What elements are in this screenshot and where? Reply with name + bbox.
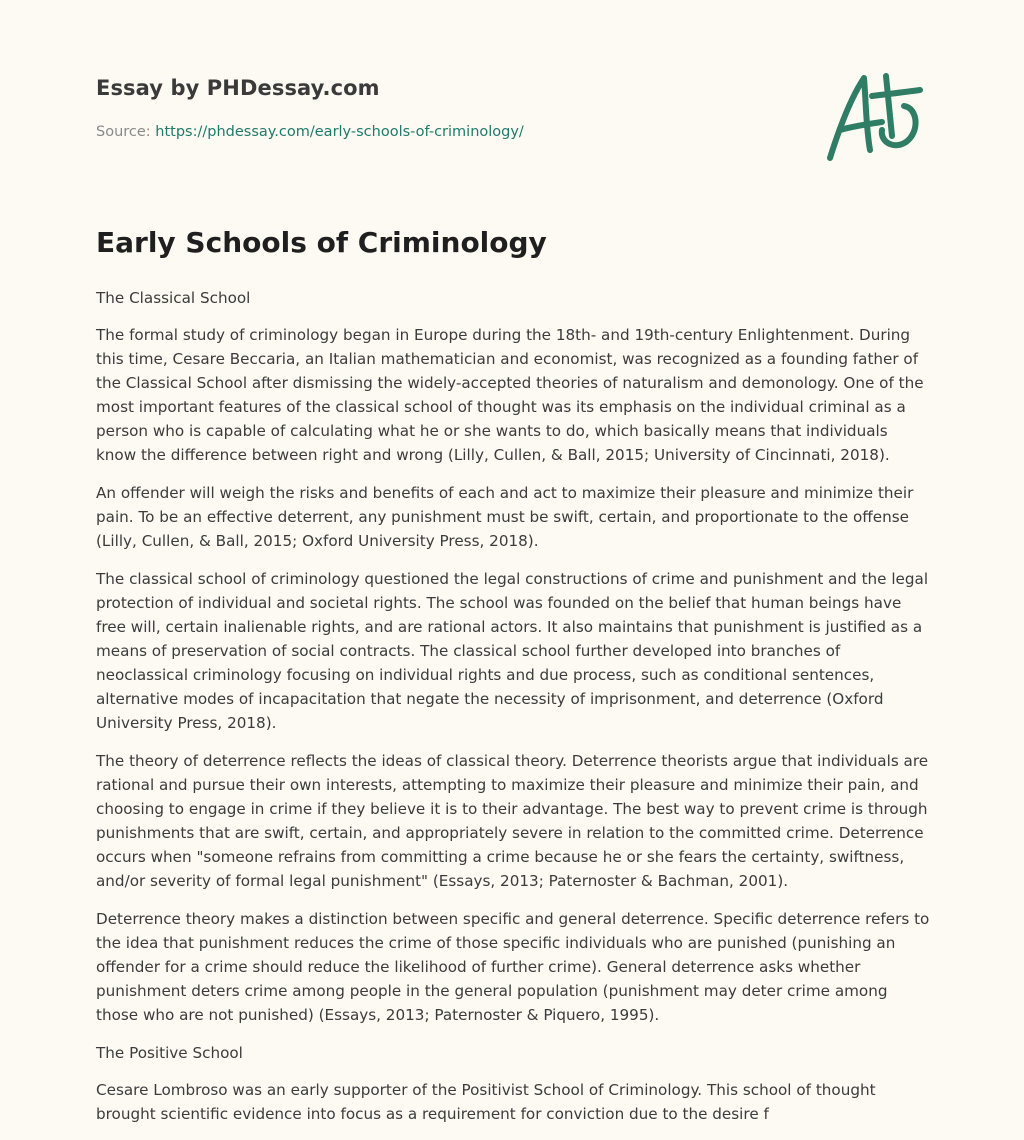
paragraph: Deterrence theory makes a distinction between specific and general deterrence. Specific deterrence refers to the idea that punishment reduces the crime of those specific individuals who are punished (punishing an offender for a crime should reduce the likelihood of further crime). General deterrence asks whether punishment deters crime among people in the general population (punishment may deter crime among those who are not punished) (Essays, 2013; Paternoster & Piquero, 1995). [96, 910, 930, 1024]
paragraph: The classical school of criminology questioned the legal constructions of crime and punishment and the legal protection of individual and societal rights. The school was founded on the belief that human beings have free will, certain inalienable rights, and are rational actors. It also maintains that punishment is justified as a means of preservation of social contracts. The classical school further developed into branches of neoclassical criminology focusing on individual rights and due process, such as conditional sentences, alternative modes of incapacitation that negate the necessity of imprisonment, and deterrence (Oxford University Press, 2018). [96, 570, 929, 732]
section-heading: The Classical School [96, 289, 251, 307]
site-brand: Essay by PHDessay.com [96, 76, 380, 100]
article-body [96, 286, 932, 1140]
a-plus-logo-icon [820, 66, 930, 166]
article-title: Early Schools of Criminology [96, 226, 547, 259]
paragraph: Cesare Lombroso was an early supporter of the Positivist School of Criminology. This school of thought brought scientific evidence into focus as a requirement for conviction due to the desire f [96, 1081, 876, 1123]
source-link[interactable]: https://phdessay.com/early-schools-of-criminology/ [155, 124, 524, 140]
paragraph: The theory of deterrence reflects the ideas of classical theory. Deterrence theorists argue that individuals are rational and pursue their own interests, attempting to maximize their pleasure and minimize their pain, and choosing to engage in crime if they believe it is to their advantage. The best way to prevent crime is through punishments that are swift, certain, and appropriately severe in relation to the committed crime. Deterrence occurs when "someone refrains from committing a crime because he or she fears the certainty, swiftness, and/or severity of formal legal punishment" (Essays, 2013; Paternoster & Bachman, 2001). [96, 752, 929, 890]
section-heading: The Positive School [96, 1044, 243, 1062]
source-line [96, 124, 524, 140]
source-label: Source: [96, 124, 151, 140]
paragraph: An offender will weigh the risks and benefits of each and act to maximize their pleasure and minimize their pain. To be an effective deterrent, any punishment must be swift, certain, and proportionate to the offense (Lilly, Cullen, & Ball, 2015; Oxford University Press, 2018). [96, 484, 914, 550]
paragraph: The formal study of criminology began in Europe during the 18th- and 19th-century Enlightenment. During this time, Cesare Beccaria, an Italian mathematician and economist, was recognized as a founding father of the Classical School after dismissing the widely-accepted theories of naturalism and demonology. One of the most important features of the classical school of thought was its emphasis on the individual criminal as a person who is capable of calculating what he or she wants to do, which basically means that individuals know the difference between right and wrong (Lilly, Cullen, & Ball, 2015; University of Cincinnati, 2018). [96, 326, 924, 464]
